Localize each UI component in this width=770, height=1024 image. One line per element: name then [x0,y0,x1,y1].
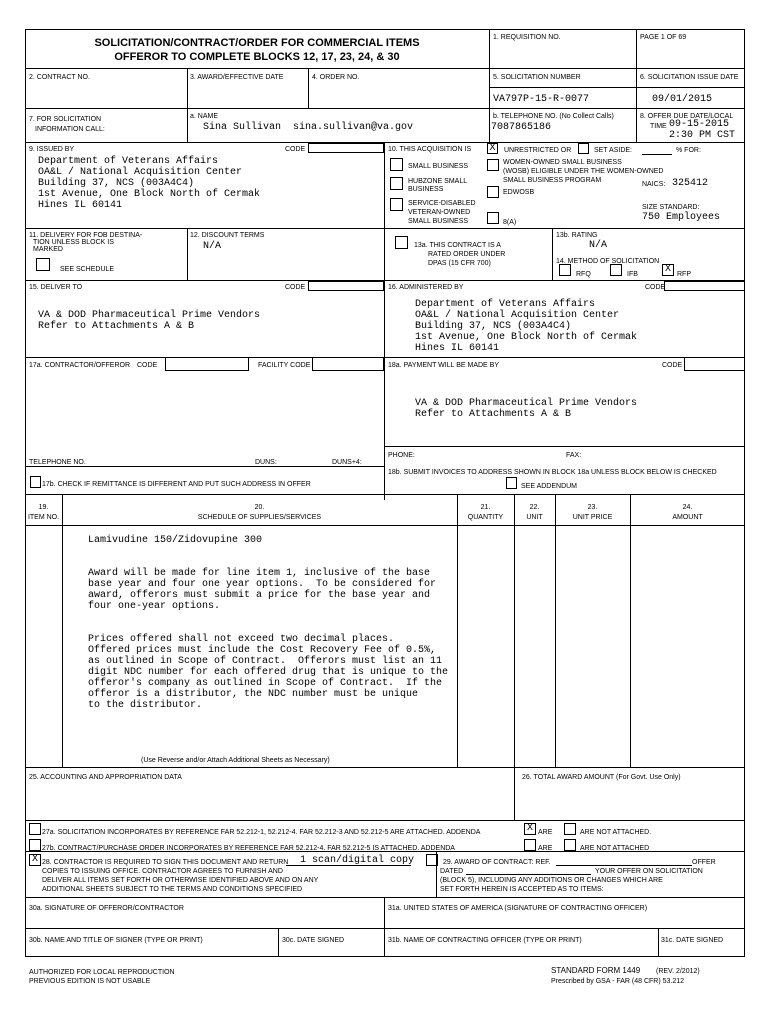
27a-checkbox[interactable] [29,823,41,835]
29-label: 29. AWARD OF CONTRACT: REF. [443,859,551,866]
col-schedule-label: SCHEDULE OF SUPPLIES/SERVICES [197,514,322,521]
return-copies[interactable]: 1 scan/digital copy [300,855,415,866]
28-label-3: DELIVER ALL ITEMS SET FORTH OR OTHERWISE IDENTIFIED ABOVE AND ON ANY [42,877,319,884]
administered-by-code-label: CODE [645,284,666,291]
issued-by-line: OA&L / National Acquisition Center [38,167,243,178]
requisition-label: 1. REQUISITION NO. [493,34,561,41]
fob-label-2: TION UNLESS BLOCK IS [33,239,114,246]
hubzone-label: HUBZONE SMALL [408,178,468,185]
rule [630,494,631,767]
rule [384,897,385,957]
rule [278,928,279,957]
wosb-label-3: SMALL BUSINESS PROGRAM [503,177,602,184]
remittance-label: 17b. CHECK IF REMITTANCE IS DIFFERENT AND PUT SUCH ADDRESS IN OFFER [42,481,311,488]
discount-terms[interactable]: N/A [203,241,222,252]
time-label: TIME [650,123,667,130]
offer-due-time[interactable]: 2:30 PM CST [669,130,736,141]
solicitation-number-label: 5. SOLICITATION NUMBER [493,74,581,81]
percent-line[interactable] [642,154,672,155]
rule [25,68,745,69]
rule [658,928,659,957]
administered-by-label: 16. ADMINISTERED BY [388,284,464,291]
28-label-2: COPIES TO ISSUING OFFICE. CONTRACTOR AGREES TO FURNISH AND [42,868,283,875]
telephone-label: b. TELEPHONE NO. (No Collect Calls) [493,113,614,120]
27b-are-label: ARE [538,845,553,852]
schedule-line: base year and four one year options. To be considered for [88,579,437,590]
naics-code[interactable]: 325412 [672,178,709,189]
issued-by-label: 9. ISSUED BY [29,146,75,153]
29-dated-line[interactable] [466,874,591,875]
co-name-label: 31b. NAME OF CONTRACTING OFFICER (TYPE OR PRINT) [388,937,582,944]
set-aside-label: SET ASIDE: [594,147,632,154]
payment-line: VA & DOD Pharmaceutical Prime Vendors [415,398,638,409]
27b-are-not-label: ARE NOT ATTACHED [580,845,650,852]
small-business-checkbox[interactable] [390,158,403,171]
edwosb-label: EDWOSB [503,189,535,196]
rule [25,280,745,281]
issued-by-line: Building 37, NCS (003A4C4) [38,178,195,189]
addendum-checkbox[interactable] [506,477,517,489]
wosb-checkbox[interactable] [487,159,499,171]
size-standard-label: SIZE STANDARD: [642,204,700,211]
col-unit-price-label: UNIT PRICE [572,514,613,521]
rating-label: 13b. RATING [556,232,598,239]
fob-checkbox[interactable] [36,258,50,271]
administered-by-line: Hines IL 60141 [415,343,500,354]
submit-invoices-label: 18b. SUBMIT INVOICES TO ADDRESS SHOWN IN BLOCK 18a UNLESS BLOCK BELOW IS CHECKED [388,469,717,476]
contractor-code-label: CODE [137,362,158,369]
deliver-to-code-box[interactable] [308,281,384,291]
accounting-label: 25. ACCOUNTING AND APPROPRIATION DATA [29,774,182,781]
rule [25,928,745,929]
29-label-4: SET FORTH HEREIN IS ACCEPTED AS TO ITEMS: [440,886,604,893]
hubzone-label-2: BUSINESS [408,186,444,193]
dpas-checkbox[interactable] [395,236,408,249]
schedule-line: four one-year options. [88,601,221,612]
administered-by-code-box[interactable] [664,281,745,291]
rule [489,87,745,88]
sdvosb-label-3: SMALL BUSINESS [408,218,469,225]
rule [636,29,637,142]
deliver-to-label: 15. DELIVER TO [29,284,83,291]
schedule-line: offeror's company as outlined in Scope of Contract. If the [88,678,443,689]
sdvosb-checkbox[interactable] [390,198,403,211]
rule [514,767,515,820]
footer-prev-edition: PREVIOUS EDITION IS NOT USABLE [29,978,151,985]
issued-by-code-box[interactable] [308,143,384,153]
col-schedule: 20. [254,504,265,511]
issued-by-line: 1st Avenue, One Block North of Cermak [38,189,261,200]
date-signed-label: 30c. DATE SIGNED [282,937,345,944]
29-dated-label: DATED [440,868,464,875]
footer-revision: (REV. 2/2012) [656,968,700,975]
rule [514,494,515,767]
sdvosb-label: SERVICE-DISABLED [408,200,476,207]
issued-by-code-label: CODE [285,146,306,153]
schedule-line: award, offerors must submit a price for the base year and [88,590,431,601]
rule [552,228,553,280]
sdvosb-label-2: VETERAN-OWNED [408,209,471,216]
hubzone-checkbox[interactable] [390,177,403,190]
29-ref-line[interactable] [556,865,692,866]
telephone-number[interactable]: 7087865186 [491,122,552,133]
wosb-label-2: (WOSB) ELIGIBLE UNDER THE WOMEN-OWNED [503,168,664,175]
contractor-code-box[interactable] [165,357,249,371]
unrestricted-checkbox[interactable]: X [487,143,498,154]
duns-label: DUNS: [255,459,277,466]
col-amount: 24. [682,504,693,511]
rule [25,357,745,358]
rule [25,820,745,821]
rfq-label: RFQ [576,271,591,278]
27a-are-not-label: ARE NOT ATTACHED. [580,829,652,836]
rule [555,494,556,767]
facility-code-box[interactable] [312,357,384,371]
fax-label: FAX: [566,452,582,459]
return-copies-line [286,865,411,866]
col-unit-price: 23. [587,504,598,511]
schedule-line: Lamivudine 150/Zidovupine 300 [88,535,263,546]
deliver-to-code-label: CODE [285,284,306,291]
administered-by-line: Department of Veterans Affairs [415,299,596,310]
percent-for-label: % FOR: [676,147,701,154]
issue-date-label: 6. SOLICITATION ISSUE DATE [640,74,739,81]
payment-code-box[interactable] [684,357,745,371]
27b-label: 27b. CONTRACT/PURCHASE ORDER INCORPORATES BY REFERENCE FAR 52.212-4. FAR 52.212-5 IS ATTACHED. ADDENDA [42,845,455,852]
dpas-label-2: RATED ORDER UNDER [428,251,506,258]
name-label: a. NAME [190,113,219,120]
page-label: PAGE 1 OF 69 [640,34,687,41]
28-label-4: ADDITIONAL SHEETS SUBJECT TO THE TERMS AND CONDITIONS SPECIFIED [42,886,303,893]
ifb-checkbox[interactable] [610,264,622,276]
rule [308,68,309,108]
col-unit: 22. [529,504,540,511]
footer-form-number: STANDARD FORM 1449 [551,966,641,975]
rule [25,108,745,109]
29-label-2: YOUR OFFER ON SOLICITATION [595,868,703,875]
29-checkbox[interactable] [426,854,438,866]
27a-label: 27a. SOLICITATION INCORPORATES BY REFERENCE FAR 52.212-1, 52.212-4. FAR 52.212-3 AND 52.212-5 ARE ATTACHED. ADDENDA [42,829,481,836]
naics-label: NAICS: [642,181,666,188]
administered-by-line: OA&L / National Acquisition Center [415,310,620,321]
rule [25,897,745,898]
29-offer-label: OFFER [692,859,716,866]
edwosb-checkbox[interactable] [487,186,499,198]
contact-name[interactable]: Sina Sullivan sina.sullivan@va.gov [203,122,414,133]
award-date-label: 3. AWARD/EFFECTIVE DATE [190,74,284,81]
schedule-line: digit NDC number for each offered drug that is unique to the [88,667,449,678]
schedule-line: offeror is a distributor, the NDC number must be unique [88,689,419,700]
telephone-no-label: TELEPHONE NO. [29,459,86,466]
schedule-line: Award will be made for line item 1, inclusive of the base [88,568,431,579]
col-quantity-label: QUANTITY [467,514,504,521]
deliver-to-line: VA & DOD Pharmaceutical Prime Vendors [38,310,261,321]
col-unit-label: UNIT [526,514,543,521]
offer-due-date[interactable]: 09-15-2015 [669,119,730,130]
contract-no-label: 2. CONTRACT NO. [29,74,90,81]
27a-are-checkbox[interactable]: X [524,823,536,835]
payment-code-label: CODE [662,362,683,369]
rule [187,228,188,280]
wosb-label: WOMEN-OWNED SMALL BUSINESS [503,159,622,166]
see-schedule-label: SEE SCHEDULE [60,266,115,273]
rule [457,494,458,767]
eight-a-label: 8(A) [503,219,517,226]
solicitation-number[interactable]: VA797P-15-R-0077 [493,94,590,105]
solicitation-info-label: 7. FOR SOLICITATION [29,116,102,123]
schedule-line: to the distributor. [88,700,203,711]
form-title-line2: OFFEROR TO COMPLETE BLOCKS 12, 17, 23, 24, & 30 [114,51,400,63]
fob-label: 11. DELIVERY FOR FOB DESTINA- [29,232,143,239]
phone-label: PHONE: [388,452,415,459]
discount-terms-label: 12. DISCOUNT TERMS [190,232,265,239]
solicitation-info-label-2: INFORMATION CALL: [35,126,105,133]
set-aside-checkbox[interactable] [578,143,589,154]
continuation-note: (Use Reverse and/or Attach Additional Sheets as Necessary) [141,757,330,764]
dpas-label: 13a. THIS CONTRACT IS A [414,242,501,249]
rating[interactable]: N/A [589,240,608,251]
rule [25,767,745,768]
rule [25,142,745,143]
rfq-checkbox[interactable] [559,264,571,276]
eight-a-checkbox[interactable] [487,212,499,224]
order-no-label: 4. ORDER NO. [312,74,360,81]
remittance-checkbox[interactable] [30,476,41,488]
col-amount-label: AMOUNT [672,514,703,521]
payment-label: 18a. PAYMENT WILL BE MADE BY [388,362,499,369]
small-business-label: SMALL BUSINESS [408,163,469,170]
rfp-checkbox[interactable]: X [662,264,674,276]
rule [187,108,188,142]
dpas-label-3: DPAS (15 CFR 700) [428,260,491,267]
schedule-line: as outlined in Scope of Contract. Offerors must list an 11 [88,656,443,667]
unrestricted-label: UNRESTRICTED OR [504,147,572,154]
issued-by-line: Department of Veterans Affairs [38,156,219,167]
co-date-signed-label: 31c. DATE SIGNED [661,937,724,944]
29-label-3: (BLOCK 5), INCLUDING ANY ADDITIONS OR CHANGES WHICH ARE [440,877,663,884]
administered-by-line: 1st Avenue, One Block North of Cermak [415,332,638,343]
27b-checkbox[interactable] [29,839,41,851]
issue-date[interactable]: 09/01/2015 [652,94,713,105]
signer-name-label: 30b. NAME AND TITLE OF SIGNER (TYPE OR PRINT) [29,937,203,944]
contractor-label: 17a. CONTRACTOR/OFFEROR [29,362,130,369]
schedule-line: Prices offered shall not exceed two decimal places. [88,634,395,645]
28-label: 28. CONTRACTOR IS REQUIRED TO SIGN THIS DOCUMENT AND RETURN [42,859,289,866]
rfp-label: RFP [677,271,691,278]
rule [489,29,490,142]
col-item-no-label: ITEM NO. [27,514,60,521]
deliver-to-line: Refer to Attachments A & B [38,321,195,332]
footer-prescribed: Prescribed by GSA - FAR (48 CFR) 53.212 [551,978,685,985]
28-checkbox[interactable]: X [29,854,41,866]
signature-offeror-label: 30a. SIGNATURE OF OFFEROR/CONTRACTOR [29,905,184,912]
issued-by-line: Hines IL 60141 [38,200,123,211]
rule [25,494,745,495]
rule [25,228,745,229]
payment-line: Refer to Attachments A & B [415,409,572,420]
duns4-label: DUNS+4: [332,459,362,466]
rule [187,68,188,108]
size-standard[interactable]: 750 Employees [642,212,721,223]
ifb-label: IFB [627,271,638,278]
27b-are-not-checkbox[interactable] [564,839,576,851]
rule [384,142,385,500]
fob-label-3: MARKED [33,246,63,253]
total-award-label: 26. TOTAL AWARD AMOUNT (For Govt. Use Only) [522,774,681,781]
acquisition-label: 10. THIS ACQUISITION IS [388,146,472,153]
footer-auth: AUTHORIZED FOR LOCAL REPRODUCTION [29,969,175,976]
signature-co-label: 31a. UNITED STATES OF AMERICA (SIGNATURE OF CONTRACTING OFFICER) [388,905,648,912]
col-item-no: 19. [38,504,49,511]
facility-code-label: FACILITY CODE [258,362,311,369]
rule [25,525,745,526]
27b-are-checkbox[interactable] [524,839,536,851]
offer-due-label: 8. OFFER DUE DATE/LOCAL [640,113,734,120]
rule [62,494,63,767]
27a-are-label: ARE [538,829,553,836]
see-addendum-label: SEE ADDENDUM [521,483,578,490]
col-quantity: 21. [480,504,491,511]
rule [384,446,745,447]
schedule-line: Offered prices must include the Cost Recovery Fee of 0.5%, [88,645,437,656]
form-title-line1: SOLICITATION/CONTRACT/ORDER FOR COMMERCIAL ITEMS [94,37,420,49]
administered-by-line: Building 37, NCS (003A4C4) [415,321,572,332]
27a-are-not-checkbox[interactable] [564,823,576,835]
method-label: 14. METHOD OF SOLICITATION [556,258,660,265]
